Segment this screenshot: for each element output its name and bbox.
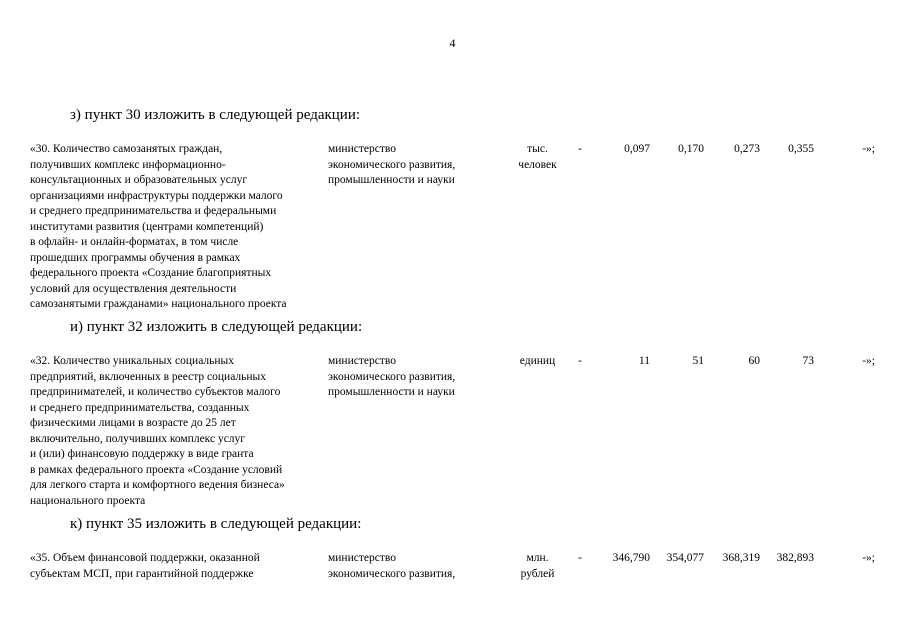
text-line: министерство	[328, 552, 396, 564]
text-line: физическими лицами в возрасте до 25 лет	[30, 417, 236, 429]
text-line: условий для осуществления деятельности	[30, 282, 237, 295]
page-number: 4	[449, 36, 456, 50]
text-line: предприятий, включенных в реестр социальных	[30, 370, 267, 383]
responsible-body	[328, 142, 488, 189]
text-line: и среднего предпринимательства и федеральными	[30, 205, 277, 217]
value-cell: 354,077	[666, 552, 704, 564]
text-line: предпринимателей, и количество субъектов малого	[30, 386, 281, 398]
section-heading: з) пункт 30 изложить в следующей редакции:	[70, 107, 361, 123]
value-cell: 0,273	[734, 143, 760, 155]
indicator-name	[30, 354, 330, 509]
text-line: экономического развития,	[328, 370, 456, 383]
row-ending: -»;	[862, 143, 875, 155]
text-line: «35. Объем финансовой поддержки, оказанной	[30, 552, 260, 564]
row-ending: -»;	[862, 552, 875, 564]
text-line: получивших комплекс информационно-	[30, 158, 226, 171]
indicator-name	[30, 142, 330, 313]
text-line: млн.	[526, 552, 549, 564]
text-line: экономического развития,	[328, 158, 456, 171]
text-line: экономического развития,	[328, 567, 456, 580]
value-cell: 0,355	[788, 143, 814, 155]
section-heading: к) пункт 35 изложить в следующей редакции:	[70, 516, 362, 532]
section-heading: и) пункт 32 изложить в следующей редакции:	[70, 319, 363, 335]
indicator-name	[30, 551, 330, 582]
value-cell: 51	[692, 355, 704, 367]
text-line: федерального проекта «Создание благоприятных	[30, 267, 272, 279]
text-line: министерство	[328, 143, 396, 155]
value-cell: 0,097	[624, 143, 650, 155]
text-line: «32. Количество уникальных социальных	[30, 355, 235, 367]
text-line: субъектам МСП, при гарантийной поддержке	[30, 567, 254, 580]
text-line: для легкого старта и комфортного ведения бизнеса»	[30, 479, 285, 491]
base-value: -	[578, 143, 582, 155]
text-line: в рамках федерального проекта «Создание условий	[30, 463, 283, 476]
text-line: рублей	[520, 567, 555, 580]
text-line: институтами развития (центрами компетенций)	[30, 220, 264, 233]
text-line: промышленности и науки	[328, 386, 455, 398]
row-ending: -»;	[862, 355, 875, 367]
value-cell: 0,170	[678, 143, 704, 155]
text-line: в офлайн- и онлайн-форматах, в том числе	[30, 236, 239, 248]
text-line: «30. Количество самозанятых граждан,	[30, 143, 223, 155]
text-line: прошедших программы обучения в рамках	[30, 251, 241, 264]
responsible-body	[328, 354, 488, 401]
value-cell: 382,893	[776, 552, 814, 564]
text-line: человек	[518, 158, 557, 171]
base-value: -	[578, 355, 582, 367]
text-line: министерство	[328, 355, 396, 367]
text-line: тыс.	[527, 143, 548, 155]
text-line: включительно, получивших комплекс услуг	[30, 432, 246, 445]
value-cell: 73	[802, 355, 814, 367]
value-cell: 60	[748, 355, 760, 367]
text-line: и среднего предпринимательства, созданных	[30, 401, 250, 414]
text-line: промышленности и науки	[328, 174, 455, 186]
value-cell: 346,790	[612, 552, 650, 564]
base-value: -	[578, 552, 582, 564]
text-line: консультационных и образовательных услуг	[30, 174, 248, 186]
text-line: и (или) финансовую поддержку в виде гранта	[30, 448, 254, 460]
value-cell: 368,319	[722, 552, 760, 564]
value-cell: 11	[638, 355, 650, 367]
text-line: единиц	[519, 355, 556, 367]
text-line: организациями инфраструктуры поддержки малого	[30, 189, 283, 202]
text-line: самозанятыми гражданами» национального проекта	[30, 298, 287, 310]
text-line: национального проекта	[30, 494, 146, 507]
responsible-body	[328, 551, 488, 582]
